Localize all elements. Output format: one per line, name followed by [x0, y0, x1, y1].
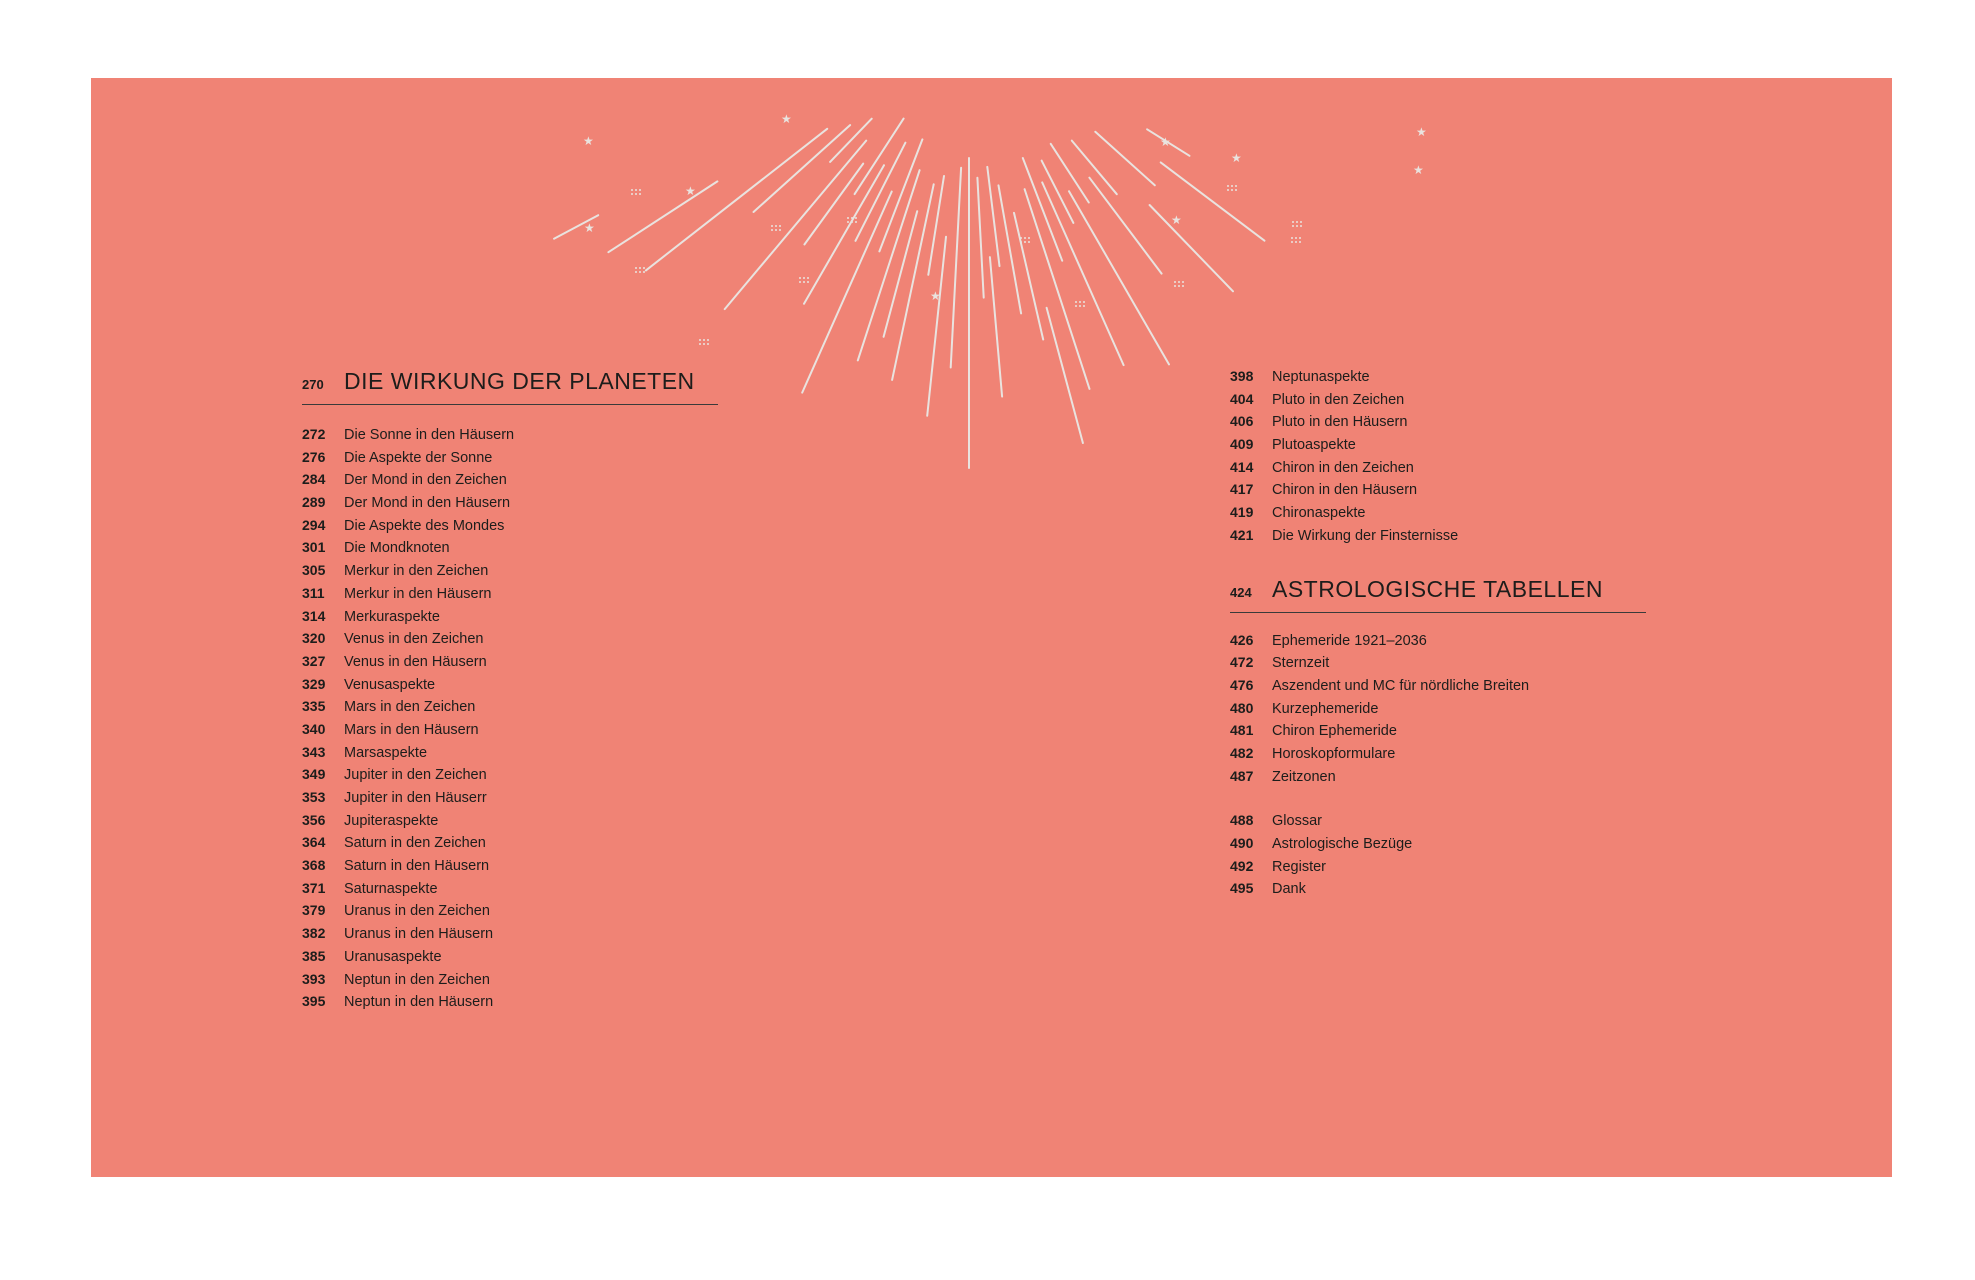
sparkle-dot [1291, 237, 1293, 239]
sparkle-dot [1231, 185, 1233, 187]
toc-entry-title: Pluto in den Zeichen [1272, 391, 1405, 408]
toc-entry [1230, 768, 1650, 791]
toc-page-number: 294 [302, 516, 326, 533]
toc-page-number: 398 [1230, 368, 1254, 384]
ray-line [999, 185, 1022, 313]
sparkle-dot [639, 271, 641, 273]
toc-page-number: 480 [1230, 699, 1254, 716]
toc-entry-title: Merkur in den Zeichen [344, 563, 489, 580]
toc-entry-title: Chiron in den Häusern [1272, 482, 1418, 499]
section-page-number: 270 [302, 377, 324, 392]
toc-entry [302, 744, 722, 767]
sparkle-dot [851, 217, 853, 219]
toc-entry-title: Glossar [1272, 813, 1322, 830]
toc-entry [1230, 677, 1650, 700]
toc-entry [302, 971, 722, 994]
sparkle-dot [1227, 185, 1229, 187]
toc-entry [302, 562, 722, 585]
sparkle-dot [1231, 189, 1233, 191]
toc-entry-title: Der Mond in den Häusern [344, 495, 511, 512]
toc-entry-title: Merkuraspekte [344, 608, 440, 625]
toc-page-number: 305 [302, 562, 326, 579]
toc-entry [1230, 391, 1650, 414]
sparkle-dot [1083, 305, 1085, 307]
book-spread [91, 78, 1892, 1177]
toc-entry [302, 494, 722, 517]
sparkle-dot [1235, 185, 1237, 187]
ray-line [977, 178, 983, 298]
sparkle-dot [635, 267, 637, 269]
toc-page-number: 314 [302, 607, 326, 624]
ray-line [928, 176, 944, 275]
ray-line [1089, 178, 1161, 274]
ray-line [725, 141, 867, 310]
toc-entry [1230, 722, 1650, 745]
star-icon: ★ [584, 221, 595, 235]
toc-page-number: 406 [1230, 413, 1254, 430]
toc-list-planets [302, 426, 722, 1016]
ray-line [802, 192, 892, 393]
toc-page-number: 368 [302, 857, 326, 874]
sparkle-dot [643, 267, 645, 269]
toc-page-number: 343 [302, 743, 326, 760]
sparkle-dot [1075, 305, 1077, 307]
toc-entry [302, 471, 722, 494]
toc-page-number: 404 [1230, 390, 1254, 407]
toc-entry-title: Neptun in den Zeichen [344, 971, 490, 988]
toc-page-number: 371 [302, 879, 326, 896]
sparkle-dot [771, 229, 773, 231]
toc-entry-title: Uranus in den Zeichen [344, 903, 490, 920]
toc-page-number: 476 [1230, 676, 1254, 693]
star-icon: ★ [1160, 135, 1171, 149]
sparkle-dot [855, 217, 857, 219]
sparkle-dot [1024, 241, 1026, 243]
toc-entry-title: Uranusaspekte [344, 948, 442, 965]
star-icon: ★ [1171, 213, 1182, 227]
toc-entry-title: Venusaspekte [344, 676, 436, 693]
ray-line [990, 257, 1002, 397]
section-heading-tables [1230, 576, 1646, 613]
toc-page-number: 487 [1230, 767, 1254, 784]
sparkle-dot [775, 225, 777, 227]
toc-page-number: 379 [302, 902, 326, 919]
sparkle-dot [1295, 241, 1297, 243]
toc-entry [1230, 835, 1650, 858]
star-icon: ★ [930, 289, 941, 303]
toc-entry-title: Saturnaspekte [344, 880, 438, 897]
toc-entry [1230, 745, 1650, 768]
toc-page-number: 284 [302, 471, 326, 488]
toc-entry-title: Pluto in den Häusern [1272, 414, 1408, 431]
toc-page-number: 409 [1230, 436, 1254, 453]
sparkle-dot [847, 217, 849, 219]
toc-entry [302, 834, 722, 857]
sparkle-dot [803, 281, 805, 283]
sparkle-dot [635, 189, 637, 191]
toc-list-appendix [1230, 812, 1650, 903]
toc-page-number: 364 [302, 834, 326, 851]
toc-entry [302, 426, 722, 449]
toc-page-number: 340 [302, 720, 326, 737]
toc-entry-title: Zeitzonen [1272, 768, 1336, 785]
sparkle-dot [1235, 189, 1237, 191]
ray-line [1025, 189, 1090, 389]
star-icon: ★ [781, 112, 792, 126]
sparkle-dot [699, 339, 701, 341]
toc-page-number: 320 [302, 630, 326, 647]
sparkle-dot [631, 193, 633, 195]
toc-entry-title: Venus in den Zeichen [344, 631, 484, 648]
toc-entry [1230, 700, 1650, 723]
toc-page-number: 495 [1230, 880, 1254, 897]
toc-entry [1230, 858, 1650, 881]
toc-entry [302, 789, 722, 812]
toc-entry-title: Sternzeit [1272, 655, 1330, 672]
sparkle-dot [1028, 241, 1030, 243]
star-icon: ★ [583, 134, 594, 148]
toc-entry-title: Chiron in den Zeichen [1272, 459, 1414, 476]
left-column [302, 368, 722, 1016]
ray-line [951, 168, 961, 368]
star-icon: ★ [1416, 125, 1427, 139]
toc-entry [302, 766, 722, 789]
sparkle-dot [851, 221, 853, 223]
toc-entry [302, 698, 722, 721]
sparkle-dot [1024, 237, 1026, 239]
toc-entry [302, 449, 722, 472]
toc-page-number: 421 [1230, 526, 1254, 543]
sparkle-dot [707, 339, 709, 341]
toc-entry-title: Astrologische Bezüge [1272, 836, 1413, 852]
sparkle-dot [643, 271, 645, 273]
toc-entry-title: Die Mondknoten [344, 540, 450, 557]
toc-page-number: 382 [302, 925, 326, 942]
section-block-tables [1230, 576, 1650, 613]
sparkle-dot [1182, 285, 1184, 287]
toc-entry-title: Mars in den Häusern [344, 721, 479, 738]
toc-entry-title: Saturn in den Zeichen [344, 835, 486, 852]
toc-entry-title: Der Mond in den Zeichen [344, 472, 507, 489]
sparkle-dot [799, 277, 801, 279]
toc-entry [1230, 880, 1650, 903]
toc-page-number: 393 [302, 970, 326, 987]
toc-entry-title: Die Aspekte der Sonne [344, 449, 493, 466]
sparkle-dot [799, 281, 801, 283]
toc-page-number: 289 [302, 494, 326, 511]
section-page-number: 424 [1230, 584, 1252, 600]
toc-entry-title: Uranus in den Häusern [344, 926, 494, 943]
toc-entry-title: Neptunaspekte [1272, 369, 1370, 385]
toc-entry-title: Merkur in den Häusern [344, 585, 492, 602]
sparkle-dot [707, 343, 709, 345]
sparkle-dot [1300, 225, 1302, 227]
toc-entry-title: Aszendent und MC für nördliche Breiten [1272, 677, 1530, 694]
toc-entry [302, 585, 722, 608]
toc-page-number: 492 [1230, 857, 1254, 874]
sparkle-dot [699, 343, 701, 345]
toc-list-continued [1230, 368, 1650, 550]
sparkle-dot [1227, 189, 1229, 191]
toc-entry [302, 902, 722, 925]
toc-entry-title: Die Sonne in den Häusern [344, 427, 515, 443]
toc-entry-title: Marsaspekte [344, 744, 428, 761]
toc-entry [302, 812, 722, 835]
toc-entry [1230, 481, 1650, 504]
sparkle-dot [1178, 285, 1180, 287]
sparkle-dot [1296, 225, 1298, 227]
sparkle-dot [703, 343, 705, 345]
sparkle-dot [631, 189, 633, 191]
sparkle-dot [779, 229, 781, 231]
toc-entry-title: Venus in den Häusern [344, 653, 487, 670]
sparkle-dot [1292, 221, 1294, 223]
ray-line [1150, 205, 1233, 291]
toc-entry [302, 676, 722, 699]
toc-page-number: 414 [1230, 458, 1254, 475]
toc-page-number: 329 [302, 675, 326, 692]
sparkle-dot [1075, 301, 1077, 303]
toc-page-number: 426 [1230, 631, 1254, 648]
sparkle-dot [635, 271, 637, 273]
sparkle-dot [1083, 301, 1085, 303]
ray-line [987, 167, 999, 266]
sparkle-dot [1182, 281, 1184, 283]
sparkle-dot [847, 221, 849, 223]
sparkle-dot [1292, 225, 1294, 227]
toc-entry-title: Ephemeride 1921–2036 [1272, 632, 1427, 649]
sparkle-dot [855, 221, 857, 223]
toc-entry [302, 630, 722, 653]
toc-entry-title: Chironaspekte [1272, 505, 1366, 522]
toc-entry-title: Saturn in den Häusern [344, 858, 490, 875]
star-icon: ★ [1231, 151, 1242, 165]
sparkle-dot [807, 281, 809, 283]
toc-entry-title: Mars in den Zeichen [344, 699, 476, 716]
toc-entry [302, 948, 722, 971]
ray-line [856, 143, 906, 241]
sparkle-dot [639, 267, 641, 269]
toc-page-number: 481 [1230, 722, 1254, 739]
section-title: DIE WIRKUNG DER PLANETEN [344, 368, 695, 394]
sparkle-dot [1299, 237, 1301, 239]
sparkle-dot [1020, 237, 1022, 239]
toc-page-number: 327 [302, 652, 326, 669]
star-icon: ★ [1413, 163, 1424, 177]
toc-page-number: 490 [1230, 835, 1254, 851]
sparkle-dot [1295, 237, 1297, 239]
sparkle-dot [1028, 237, 1030, 239]
toc-entry [302, 880, 722, 903]
sparkle-dot [1300, 221, 1302, 223]
sparkle-dot [771, 225, 773, 227]
toc-entry-title: Neptun in den Häusern [344, 994, 494, 1011]
toc-entry [302, 857, 722, 880]
toc-page-number: 482 [1230, 744, 1254, 761]
toc-entry [302, 653, 722, 676]
sparkle-dot [635, 193, 637, 195]
toc-entry [1230, 632, 1650, 655]
toc-entry-title: Horoskopformulare [1272, 745, 1396, 762]
section-title: ASTROLOGISCHE TABELLEN [1272, 575, 1603, 602]
toc-entry [1230, 368, 1650, 391]
toc-entry [302, 517, 722, 540]
toc-entry-title: Register [1272, 858, 1326, 875]
toc-page-number: 353 [302, 789, 326, 805]
ray-line [1047, 308, 1083, 443]
sparkle-dot [807, 277, 809, 279]
toc-page-number: 472 [1230, 654, 1254, 671]
sparkle-dot [1174, 285, 1176, 287]
toc-page-number: 272 [302, 426, 326, 442]
ray-line [879, 139, 922, 251]
toc-page-number: 301 [302, 539, 326, 556]
right-column [1230, 368, 1650, 903]
toc-entry-title: Jupiter in den Häuserr [344, 790, 487, 806]
toc-entry-title: Die Wirkung der Finsternisse [1272, 527, 1459, 544]
sparkle-dot [775, 229, 777, 231]
toc-page-number: 349 [302, 766, 326, 783]
toc-entry-title: Jupiteraspekte [344, 812, 439, 829]
ray-line [754, 125, 851, 212]
toc-page-number: 311 [302, 584, 325, 601]
toc-entry-title: Chiron Ephemeride [1272, 723, 1397, 740]
toc-page-number: 395 [302, 993, 326, 1010]
toc-entry [1230, 436, 1650, 459]
toc-entry [302, 721, 722, 744]
toc-page-number: 488 [1230, 812, 1254, 829]
sparkle-dot [1296, 221, 1298, 223]
sparkle-dot [1079, 305, 1081, 307]
toc-entry-title: Die Aspekte des Mondes [344, 517, 505, 534]
ray-line [1095, 132, 1155, 186]
toc-entry-title: Jupiter in den Zeichen [344, 767, 487, 784]
sparkle-dot [803, 277, 805, 279]
sparkle-dot [1079, 301, 1081, 303]
ray-line [646, 129, 827, 271]
toc-page-number: 385 [302, 947, 326, 964]
sparkle-dot [1174, 281, 1176, 283]
sparkle-dot [779, 225, 781, 227]
toc-page-number: 356 [302, 811, 326, 828]
toc-entry [1230, 654, 1650, 677]
toc-list-tables [1230, 632, 1650, 791]
toc-entry [302, 925, 722, 948]
toc-entry-title: Kurzephemeride [1272, 700, 1379, 717]
toc-page-number: 417 [1230, 481, 1254, 498]
toc-page-number: 335 [302, 698, 326, 715]
sparkle-dot [639, 193, 641, 195]
toc-entry [302, 608, 722, 631]
sparkle-dot [1020, 241, 1022, 243]
sparkle-dot [703, 339, 705, 341]
toc-entry [302, 993, 722, 1016]
toc-page-number: 419 [1230, 504, 1254, 521]
star-icon: ★ [685, 184, 696, 198]
toc-page-number: 276 [302, 448, 326, 465]
toc-entry-title: Plutoaspekte [1272, 437, 1356, 454]
sparkle-dot [639, 189, 641, 191]
toc-entry-title: Dank [1272, 881, 1306, 898]
toc-entry [1230, 527, 1650, 550]
section-heading-planets [302, 368, 718, 405]
toc-entry [1230, 812, 1650, 835]
ray-line [608, 181, 717, 252]
toc-entry [1230, 459, 1650, 482]
sparkle-dot [1178, 281, 1180, 283]
sparkle-dot [1291, 241, 1293, 243]
ray-line [1161, 162, 1265, 240]
toc-entry [1230, 413, 1650, 436]
toc-entry [302, 539, 722, 562]
toc-entry [1230, 504, 1650, 527]
sparkle-dot [1299, 241, 1301, 243]
